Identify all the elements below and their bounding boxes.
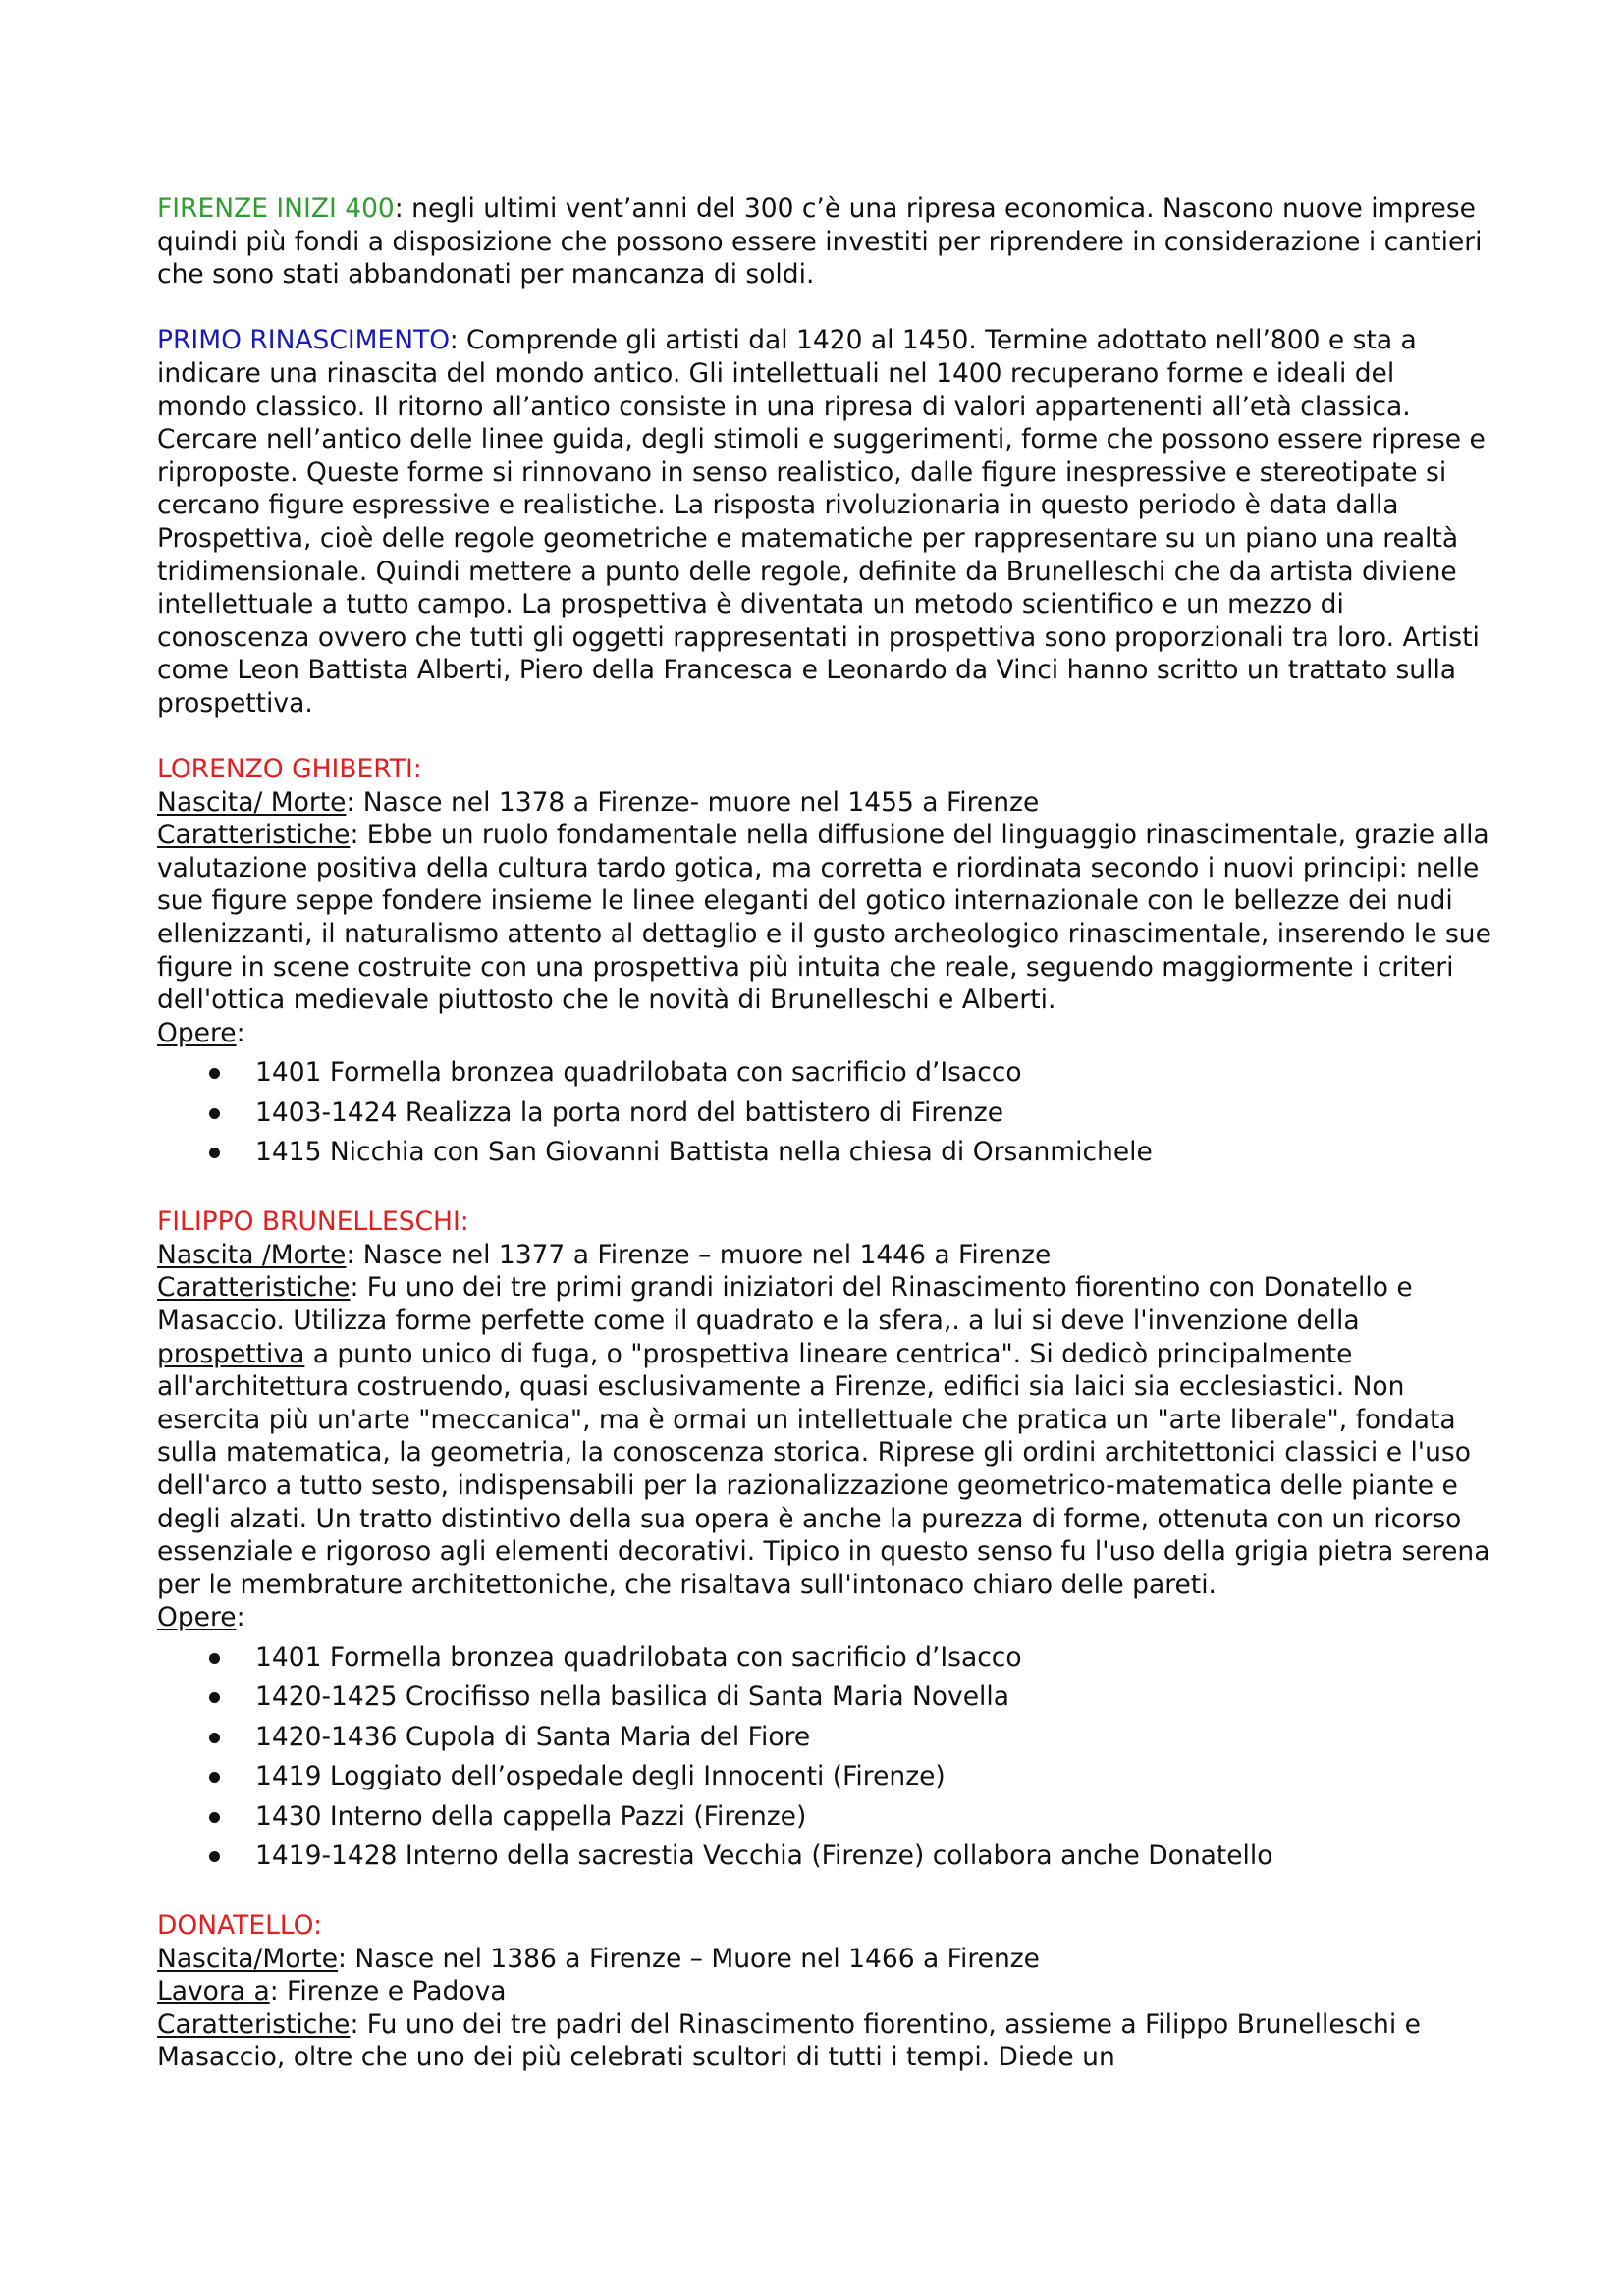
heading-primo-rinascimento: PRIMO RINASCIMENTO (157, 325, 450, 356)
paragraph-firenze (157, 192, 1492, 292)
caratteristiche-paragraph (157, 1271, 1492, 1601)
list-item: 1420-1436 Cupola di Santa Maria del Fiore (157, 1718, 1492, 1757)
lavora-label: Lavora a (157, 1976, 270, 2007)
caratteristiche-text: : Fu uno dei tre primi grandi iniziatori del Rinascimento fiorentino con Donatello e Masaccio. Utilizza forme perfette come il quadrato e la sfera,. a lui si deve l'invenzione della (157, 1272, 1413, 1337)
caratteristiche-text: a punto unico di fuga, o "prospettiva lineare centrica". Si dedicò principalmente all'architettura costruendo, quasi esclusivamente a Firenze, edifici sia laici sia ecclesiastici. Non esercita più un'arte "meccanica", ma è ormai un intellettuale che pratica un "arte liberale", fondata sulla matematica, la geometria, la conoscenza storica. Riprese gli ordini architettonici classici e l'uso dell'arco a tutto sesto, indispensabili per la razionalizzazione geometrico-matematica delle piante e degli alzati. Un tratto distintivo della sua opera è anche la purezza di forme, ottenuta con un ricorso essenziale e rigoroso agli elementi decorativi. Tipico in questo senso fu l'uso della grigia pietra serena per le membrature architettoniche, che risaltava sull'intonaco chiaro delle pareti. (157, 1338, 1490, 1600)
opere-label: Opere (157, 1602, 237, 1633)
caratteristiche-paragraph (157, 2008, 1492, 2074)
lavora-text: : Firenze e Padova (269, 1976, 507, 2007)
nascita-text: : Nasce nel 1386 a Firenze – Muore nel 1466 a Firenze (338, 1943, 1040, 1974)
caratteristiche-paragraph (157, 819, 1492, 1017)
list-item: 1419-1428 Interno della sacrestia Vecchia (Firenze) collabora anche Donatello (157, 1837, 1492, 1876)
opere-list (157, 1053, 1492, 1172)
heading-brunelleschi: FILIPPO BRUNELLESCHI: (157, 1206, 469, 1238)
opere-separator: : (236, 1602, 245, 1633)
opere-separator: : (236, 1017, 245, 1048)
section-brunelleschi (157, 1205, 1492, 1876)
nascita-line (157, 786, 1492, 820)
heading-separator: : (449, 325, 459, 356)
caratteristiche-text: : Fu uno dei tre padri del Rinascimento fiorentino, assieme a Filippo Brunelleschi e Masaccio, oltre che uno dei più celebrati scultori di tutti i tempi. Diede un (157, 2008, 1421, 2073)
heading-ghiberti: LORENZO GHIBERTI: (157, 754, 422, 785)
opere-line (157, 1017, 1492, 1050)
section-primo-rinascimento (157, 324, 1492, 720)
nascita-text: : Nasce nel 1377 a Firenze – muore nel 1446 a Firenze (346, 1239, 1052, 1270)
section-donatello (157, 1909, 1492, 2074)
lavora-line (157, 1975, 1492, 2008)
nascita-label: Nascita /Morte (157, 1239, 347, 1270)
list-item: 1403-1424 Realizza la porta nord del battistero di Firenze (157, 1094, 1492, 1133)
section-firenze (157, 192, 1492, 292)
list-item: 1401 Formella bronzea quadrilobata con sacrificio d’Isacco (157, 1638, 1492, 1678)
heading-donatello: DONATELLO: (157, 1910, 322, 1941)
heading-separator: : (394, 193, 404, 224)
document-body (157, 192, 1492, 2074)
nascita-label: Nascita/Morte (157, 1943, 339, 1974)
paragraph-primo-rinascimento (157, 324, 1492, 720)
caratteristiche-label: Caratteristiche (157, 2008, 351, 2040)
paragraph-text: Comprende gli artisti dal 1420 al 1450. Termine adottato nell’800 e sta a indicare una rinascita del mondo antico. Gli intellettuali nel 1400 recuperano forme e ideali del mondo classico. Il ritorno all’antico consiste in una ripresa di valori appartenenti all’età classica. Cercare nell’antico delle linee guida, degli stimoli e suggerimenti, forme che possono essere riprese e riproposte. Queste forme si rinnovano in senso realistico, dalle figure inespressive e stereotipate si cercano figure espressive e realistiche. La risposta rivoluzionaria in questo periodo è data dalla Prospettiva, cioè delle regole geometriche e matematiche per rappresentare su un piano una realtà tridimensionale. Quindi mettere a punto delle regole, definite da Brunelleschi che da artista diviene intellettuale a tutto campo. La prospettiva è diventata un metodo scientifico e un mezzo di conoscenza ovvero che tutti gli oggetti rappresentati in prospettiva sono proporzionali tra loro. Artisti come Leon Battista Alberti, Piero della Francesca e Leonardo da Vinci hanno scritto un trattato sulla prospettiva. (157, 325, 1486, 719)
nascita-label: Nascita/ Morte (157, 786, 347, 818)
caratteristiche-label: Caratteristiche (157, 820, 351, 851)
caratteristiche-text: : Ebbe un ruolo fondamentale nella diffusione del linguaggio rinascimentale, grazie alla valutazione positiva della cultura tardo gotica, ma corretta e riordinata secondo i nuovi principi: nelle sue figure seppe fondere insieme le linee eleganti del gotico internazionale con le bellezze dei nudi ellenizzanti, il naturalismo attento al dettaglio e il gusto archeologico rinascimentale, inserendo le sue figure in scene costruite con una prospettiva più intuita che reale, seguendo maggiormente i criteri dell'ottica medievale piuttosto che le novità di Brunelleschi e Alberti. (157, 820, 1491, 1016)
list-item: 1430 Interno della cappella Pazzi (Firenze) (157, 1797, 1492, 1837)
heading-firenze: FIRENZE INIZI 400 (157, 193, 395, 224)
list-item: 1415 Nicchia con San Giovanni Battista nella chiesa di Orsanmichele (157, 1133, 1492, 1172)
opere-label: Opere (157, 1017, 237, 1048)
list-item: 1401 Formella bronzea quadrilobata con sacrificio d’Isacco (157, 1053, 1492, 1093)
prospettiva-link[interactable]: prospettiva (157, 1338, 305, 1369)
paragraph-text: negli ultimi vent’anni del 300 c’è una ripresa economica. Nascono nuove imprese quindi più fondi a disposizione che possono essere investiti per riprendere in considerazione i cantieri che sono stati abbandonati per mancanza di soldi. (157, 193, 1483, 291)
list-item: 1419 Loggiato dell’ospedale degli Innocenti (Firenze) (157, 1757, 1492, 1796)
opere-line (157, 1601, 1492, 1634)
nascita-line (157, 1239, 1492, 1272)
nascita-text: : Nasce nel 1378 a Firenze- muore nel 1455 a Firenze (346, 786, 1040, 818)
opere-list (157, 1638, 1492, 1876)
list-item: 1420-1425 Crocifisso nella basilica di Santa Maria Novella (157, 1678, 1492, 1717)
section-ghiberti (157, 753, 1492, 1173)
caratteristiche-label: Caratteristiche (157, 1272, 351, 1304)
nascita-line (157, 1943, 1492, 1976)
